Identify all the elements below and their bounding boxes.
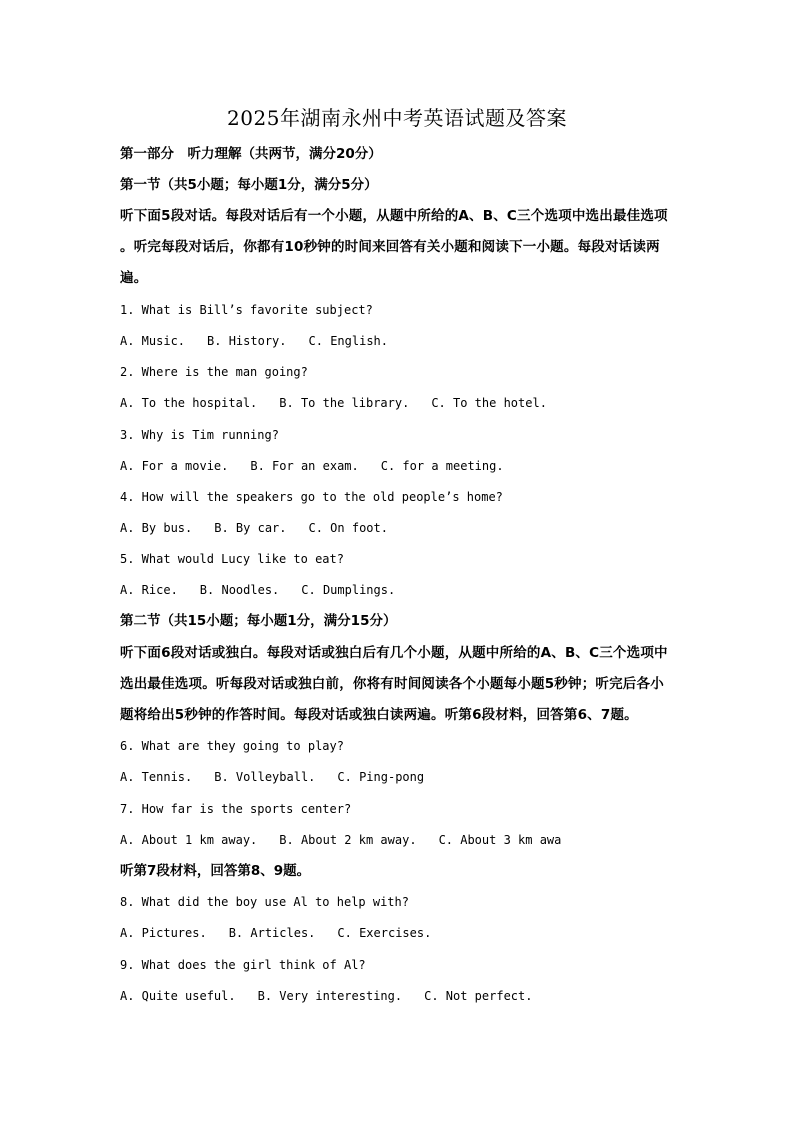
section1-instruction-line-2: 。听完每段对话后，你都有10秒钟的时间来回答有关小题和阅读下一小题。每段对话读两	[120, 239, 660, 255]
question-3: 3. Why is Tim running?	[120, 428, 279, 442]
option-a: A. Quite useful.	[120, 989, 236, 1003]
question-4: 4. How will the speakers go to the old people’s home?	[120, 490, 503, 504]
question-8-options	[120, 921, 680, 945]
question-1: 1. What is Bill’s favorite subject?	[120, 303, 373, 317]
option-a: A. To the hospital.	[120, 396, 258, 410]
part1-heading: 第一部分 听力理解（共两节，满分20分）	[120, 146, 382, 162]
question-2: 2. Where is the man going?	[120, 365, 308, 379]
section2-instruction-line-3: 题将给出5秒钟的作答时间。每段对话或独白读两遍。听第6段材料，回答第6、7题。	[120, 707, 638, 723]
document-title: 2025年湖南永州中考英语试题及答案	[227, 106, 567, 130]
question-1-options	[120, 329, 680, 353]
option-b: B. Volleyball.	[214, 770, 316, 784]
section1-heading: 第一节（共5小题；每小题1分，满分5分）	[120, 177, 378, 193]
option-a: A. Music.	[120, 334, 186, 348]
option-b: B. For an exam.	[250, 459, 359, 473]
option-c: C. Not perfect.	[424, 989, 533, 1003]
question-3-options	[120, 454, 680, 478]
option-c: C. Ping-pong	[337, 770, 425, 784]
question-6-options	[120, 765, 680, 789]
question-5: 5. What would Lucy like to eat?	[120, 552, 344, 566]
material-7-instruction: 听第7段材料，回答第8、9题。	[120, 863, 311, 879]
section2-heading: 第二节（共15小题；每小题1分，满分15分）	[120, 613, 397, 629]
option-a: A. About 1 km away.	[120, 833, 258, 847]
section1-instruction-line-3: 遍。	[120, 270, 148, 286]
question-2-options	[120, 391, 680, 415]
section2-instruction-line-2: 选出最佳选项。听每段对话或独白前，你将有时间阅读各个小题每小题5秒钟；听完后各小	[120, 676, 664, 692]
option-a: A. By bus.	[120, 521, 193, 535]
option-c: C. To the hotel.	[431, 396, 547, 410]
option-b: B. To the library.	[279, 396, 410, 410]
question-7: 7. How far is the sports center?	[120, 802, 352, 816]
section2-instruction-line-1: 听下面6段对话或独白。每段对话或独白后有几个小题，从题中所给的A、B、C三个选项中	[120, 645, 668, 661]
option-c: C. Exercises.	[337, 926, 432, 940]
option-b: B. About 2 km away.	[279, 833, 417, 847]
question-8: 8. What did the boy use Al to help with?	[120, 895, 409, 909]
option-b: B. Very interesting.	[257, 989, 403, 1003]
option-a: A. Rice.	[120, 583, 178, 597]
option-b: B. Noodles.	[199, 583, 280, 597]
option-a: A. Tennis.	[120, 770, 193, 784]
option-a: A. For a movie.	[120, 459, 229, 473]
option-a: A. Pictures.	[120, 926, 207, 940]
section1-instruction-line-1: 听下面5段对话。每段对话后有一个小题，从题中所给的A、B、C三个选项中选出最佳选项	[120, 208, 668, 224]
option-c: C. About 3 km awa	[438, 833, 562, 847]
question-9: 9. What does the girl think of Al?	[120, 958, 366, 972]
option-b: B. By car.	[214, 521, 287, 535]
question-5-options	[120, 578, 680, 602]
question-6: 6. What are they going to play?	[120, 739, 344, 753]
question-7-options	[120, 828, 680, 852]
option-c: C. On foot.	[308, 521, 388, 535]
option-b: B. History.	[207, 334, 287, 348]
option-c: C. for a meeting.	[380, 459, 504, 473]
question-4-options	[120, 516, 680, 540]
option-c: C. Dumplings.	[301, 583, 396, 597]
option-c: C. English.	[308, 334, 388, 348]
question-9-options	[120, 984, 680, 1008]
option-b: B. Articles.	[228, 926, 316, 940]
